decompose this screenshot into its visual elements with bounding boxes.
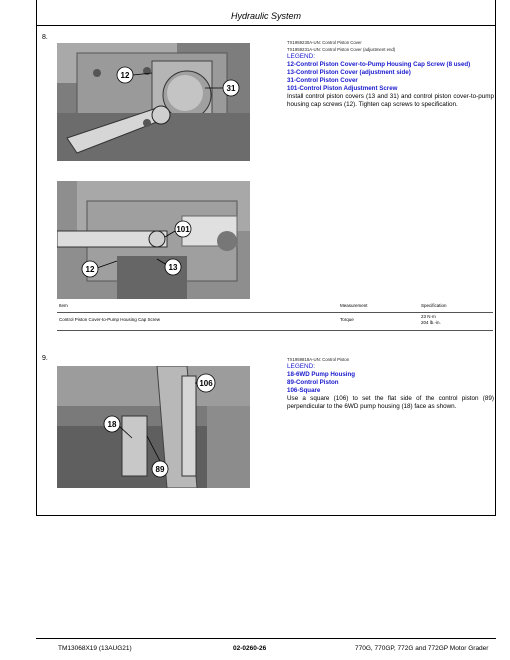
figure-caption: TX1959818A-UN: Control Piston — [287, 357, 350, 362]
column-header-item: Item — [59, 303, 68, 308]
page-title: Hydraulic System — [230, 11, 302, 21]
legend-title: LEGEND: — [287, 53, 316, 60]
callout-89: 89 — [155, 465, 165, 474]
instruction-text: Install control piston covers (13 and 31) and control piston cover-to-pump housing cap screws (12). Tighten cap screws to specification. — [287, 93, 494, 109]
photo-control-piston-cover — [57, 43, 250, 161]
legend-item: 89-Control Piston — [287, 379, 339, 386]
table-row — [57, 313, 493, 331]
column-header-specification: Specification — [421, 303, 447, 308]
cell-spec-imperial: 204 lb.-in. — [421, 320, 441, 325]
callout-106: 106 — [199, 379, 213, 388]
callout-101: 101 — [176, 225, 190, 234]
step9-text — [287, 356, 494, 412]
table-header — [57, 303, 493, 313]
step-number-9: 9. — [42, 355, 48, 362]
legend-item: 18-6WD Pump Housing — [287, 371, 356, 378]
column-header-measurement: Measurement — [340, 303, 368, 308]
footer-page-number: 02-0260-26 — [233, 645, 267, 652]
cell-measurement: Torque — [340, 317, 354, 322]
legend-item: 31-Control Piston Cover — [287, 77, 358, 84]
callout-31: 31 — [226, 84, 236, 93]
callout-12: 12 — [85, 265, 95, 274]
photo-control-piston-cover-adjustment-end — [57, 181, 250, 299]
cell-item: Control Piston Cover-to-Pump Housing Cap Screw — [59, 317, 161, 322]
specification-table — [57, 303, 493, 331]
legend-title: LEGEND: — [287, 363, 316, 370]
cell-spec-metric: 23 N·m — [421, 314, 436, 319]
legend-item: 106-Square — [287, 387, 321, 394]
figure-caption: TX1959231A-UN: Control Piston Cover (adjustment end) — [287, 47, 396, 52]
footer-divider — [36, 638, 496, 639]
legend-item: 12-Control Piston Cover-to-Pump Housing Cap Screw (8 used) — [287, 61, 471, 68]
footer-doc-id: TM13068X19 (13AUG21) — [58, 645, 132, 652]
step8-text — [287, 39, 494, 110]
callout-13: 13 — [168, 263, 178, 272]
header-bar — [36, 0, 496, 26]
callout-18: 18 — [107, 420, 117, 429]
photo-control-piston — [57, 366, 250, 488]
step-number-8: 8. — [42, 34, 48, 41]
instruction-text: Use a square (106) to set the flat side of the control piston (89) perpendicular to the 6WD pump housing (18) face as shown. — [287, 395, 494, 411]
legend-item: 101-Control Piston Adjustment Screw — [287, 85, 398, 92]
figure-caption: TX1959230A-UN: Control Piston Cover — [287, 40, 362, 45]
footer-model: 770G, 770GP, 772G and 772GP Motor Grader — [355, 645, 489, 652]
callout-12: 12 — [120, 71, 130, 80]
legend-item: 13-Control Piston Cover (adjustment side) — [287, 69, 411, 76]
